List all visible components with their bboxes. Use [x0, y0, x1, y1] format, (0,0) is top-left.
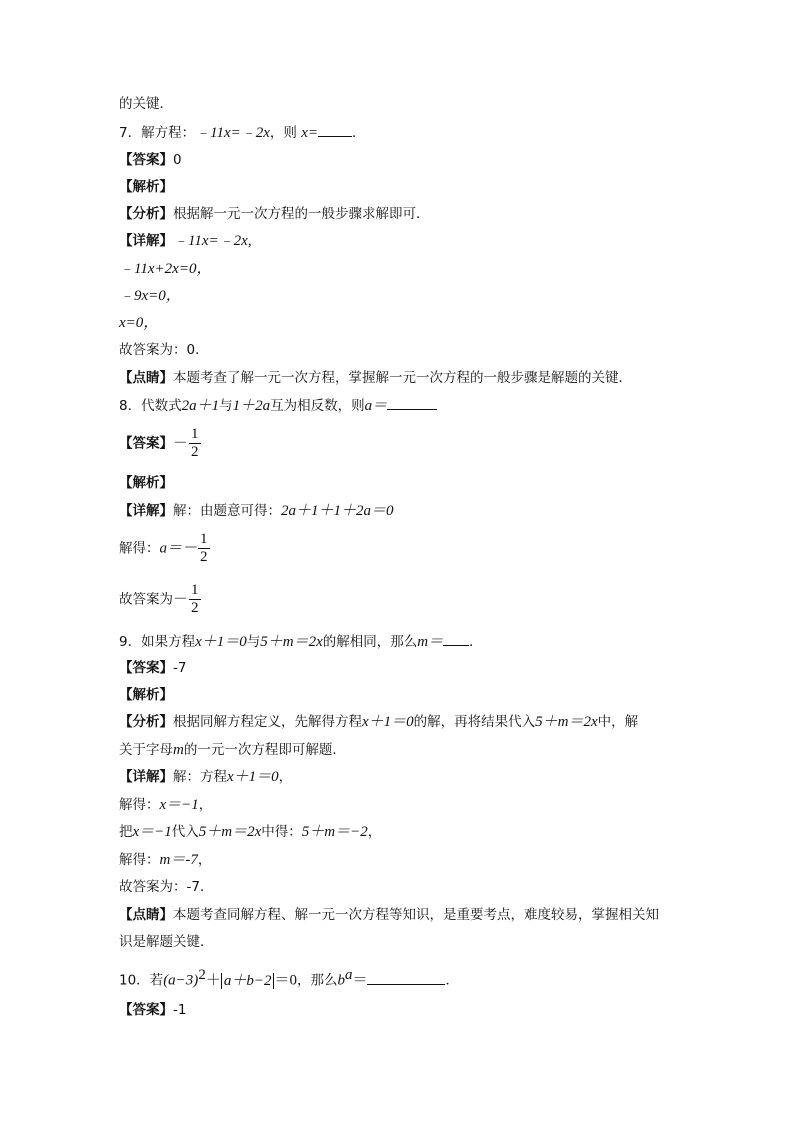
fraction: $\frac{1}{2}$ — [200, 531, 208, 565]
step-line: ﹣11x+2x=0， — [119, 261, 212, 277]
answer-blank — [318, 122, 352, 137]
answer-line: 【答案】0 — [119, 152, 182, 168]
fenxi-line: 关于字母m的一元一次方程即可解题． — [119, 742, 346, 758]
analysis-heading: 【解析】 — [119, 179, 173, 195]
dianjing-line: 识是解题关键． — [119, 934, 214, 950]
detail-line: 【详解】解：由题意可得：2a＋1＋1＋2a＝0 — [119, 503, 394, 519]
detail-line: 【详解】﹣11x=﹣2x, — [119, 233, 252, 249]
answer-blank — [387, 395, 437, 410]
question-8: 8．代数式2a＋1与1＋2a互为相反数，则a＝ — [119, 395, 437, 416]
fraction: $\frac{1}{2}$ — [191, 582, 199, 616]
answer-summary: 故答案为：-7． — [119, 879, 214, 895]
fraction: $\frac{1}{2}$ — [191, 426, 199, 460]
answer-summary: 故答案为：0． — [119, 342, 209, 358]
answer-line: 【答案】-1 — [119, 1002, 187, 1018]
solve-line: 解得：x＝−1， — [119, 797, 213, 813]
dianjing-line: 【点睛】本题考查同解方程、解一元一次方程等知识，是重要考点，难度较易，掌握相关知 — [119, 907, 659, 923]
analysis-heading: 【解析】 — [119, 475, 173, 491]
question-9: 9．如果方程x＋1＝0与5＋m＝2x的解相同，那么m＝ ． — [119, 631, 483, 652]
text-line: 的关键． — [119, 96, 173, 112]
step-line: ﹣9x=0， — [119, 288, 181, 304]
answer-blank — [443, 631, 469, 646]
answer-blank — [367, 970, 445, 985]
step-line: x=0， — [119, 315, 159, 331]
answer-line: 【答案】－ $\frac{1}{2}$ — [119, 426, 199, 460]
solve-line: 解得：a＝－ $\frac{1}{2}$ — [119, 531, 208, 565]
detail-line: 【详解】解：方程x＋1＝0， — [119, 769, 293, 785]
question-7: 7．解方程：﹣11x=﹣2x，则 x= ． — [119, 122, 366, 143]
dianjing-line: 【点睛】本题考查了解一元一次方程，掌握解一元一次方程的一般步骤是解题的关键． — [119, 370, 632, 386]
fenxi-line: 【分析】根据同解方程定义，先解得方程x＋1＝0的解，再将结果代入5＋m＝2x中，解 — [119, 714, 639, 730]
question-10: 10．若$(a-3)^2+ a+b-2 =0$，那么$b^a=$ ． — [119, 967, 459, 989]
answer-line: 【答案】-7 — [119, 660, 187, 676]
analysis-heading: 【解析】 — [119, 687, 173, 703]
answer-summary: 故答案为－ $\frac{1}{2}$ — [119, 582, 199, 616]
solve-line: 解得：m＝-7， — [119, 852, 212, 868]
fenxi-line: 【分析】根据解一元一次方程的一般步骤求解即可． — [119, 206, 430, 222]
substitute-line: 把x＝−1代入5＋m＝2x中得：5＋m＝−2， — [119, 824, 382, 840]
